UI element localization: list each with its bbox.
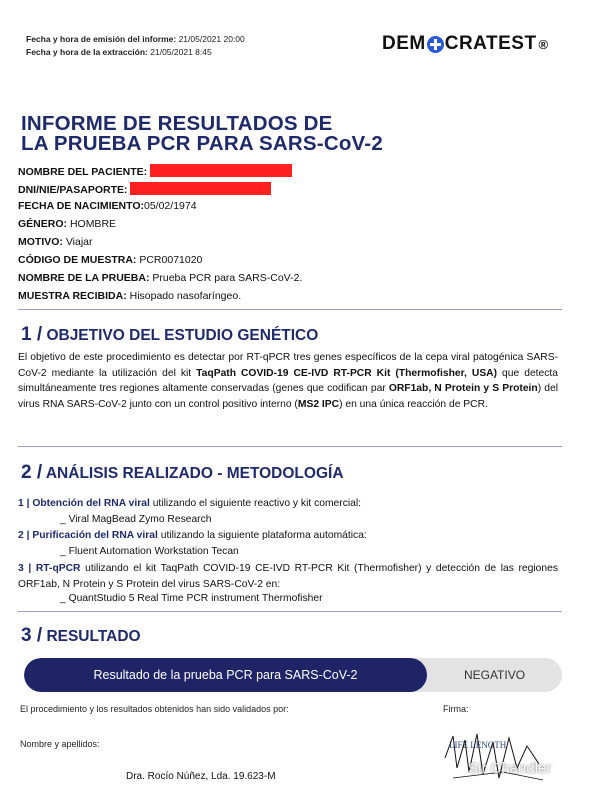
divider <box>18 446 562 447</box>
redaction-bar <box>150 164 292 177</box>
birth-date-field: FECHA DE NACIMIENTO:05/02/1974 <box>18 200 197 212</box>
objective-paragraph: El objetivo de este procedimiento es detectar por RT-qPCR tres genes específicos de la cepa viral patogénica SARS-CoV-2 mediante la utilización del kit TaqPath COVID-19 CE-IVD RT-PCR Kit (Thermofisher, USA) que detecta simultáneamente tres regiones altamente conservadas (genes que codifican par ORF1ab, N Protein y S Protein) del virus RNA SARS-CoV-2 junto con un control positivo interno (MS2 IPC) en una única reacción de PCR. <box>18 352 558 410</box>
emission-datetime: Fecha y hora de emisión del informe: 21/05/2021 20:00 <box>26 34 245 44</box>
report-title: INFORME DE RESULTADOS DE LA PRUEBA PCR PARA SARS-CoV-2 <box>21 112 383 155</box>
method-step-1: 1 | Obtención del RNA viral utilizando el siguiente reactivo y kit comercial: <box>18 498 362 509</box>
signature-stamp <box>443 728 553 790</box>
signer-name: Dra. Rocío Núñez, Lda. 19.623-M <box>126 771 276 782</box>
section-1-heading: 1 / OBJETIVO DEL ESTUDIO GENÉTICO <box>21 324 319 345</box>
method-step-1-detail: _ Viral MagBead Zymo Research <box>60 514 212 525</box>
gender-field: GÉNERO: HOMBRE <box>18 218 117 230</box>
signature-label: Firma: <box>443 704 469 714</box>
name-label: Nombre y apellidos: <box>20 739 100 749</box>
test-name-field: NOMBRE DE LA PRUEBA: Prueba PCR para SARS-CoV-2. <box>18 272 303 284</box>
sample-code-field: CÓDIGO DE MUESTRA: PCR0071020 <box>18 254 203 266</box>
section-3-heading: 3 / RESULTADO <box>21 625 141 646</box>
result-value: NEGATIVO <box>463 668 526 682</box>
reason-field: MOTIVO: Viajar <box>18 236 93 248</box>
validated-text: El procedimiento y los resultados obtenidos han sido validados por: <box>20 704 289 714</box>
stamp-text: LIFE LENGTH <box>449 740 507 750</box>
divider <box>18 309 562 310</box>
sample-received-field: MUESTRA RECIBIDA: Hisopado nasofaríngeo. <box>18 290 242 302</box>
medical-cross-icon <box>427 36 444 53</box>
method-step-2-detail: _ Fluent Automation Workstation Tecan <box>60 546 239 557</box>
divider <box>18 611 562 612</box>
method-step-2: 2 | Purificación del RNA viral utilizando la siguiente plataforma automática: <box>18 530 367 541</box>
method-step-3-detail: _ QuantStudio 5 Real Time PCR instrument Thermofisher <box>60 593 323 604</box>
extraction-datetime: Fecha y hora de la extracción: 21/05/2021 8:45 <box>26 47 212 57</box>
method-step-3: 3 | RT-qPCR utilizando el kit TaqPath COVID-19 CE-IVD RT-PCR Kit (Thermofisher) y detección de las regiones ORF1ab, N Protein y S Protein del virus SARS-CoV-2 en: <box>18 563 558 590</box>
section-2-heading: 2 / ANÁLISIS REALIZADO - METODOLOGÍA <box>21 462 344 483</box>
result-label: Resultado de la prueba PCR para SARS-CoV-2 <box>24 658 427 692</box>
redaction-bar <box>130 182 271 195</box>
patient-name-field: NOMBRE DEL PACIENTE: <box>18 164 292 178</box>
watermark: Sir Chandler <box>468 760 552 777</box>
patient-id-field: DNI/NIE/PASAPORTE: <box>18 182 271 196</box>
democratest-logo: DEM CRATEST ® <box>382 33 549 54</box>
result-bar <box>24 658 562 692</box>
